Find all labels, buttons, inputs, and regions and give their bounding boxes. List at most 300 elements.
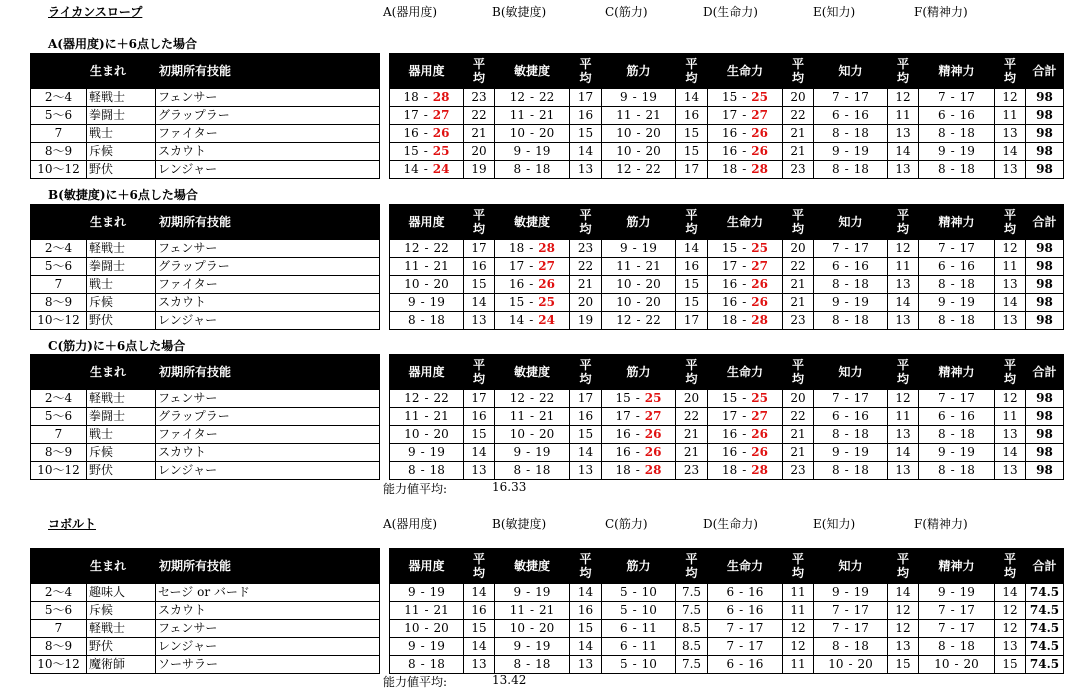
range-min: 7 (832, 621, 840, 635)
stat-average-cell: 16 (570, 107, 602, 125)
stat-average-cell: 14 (995, 444, 1026, 462)
range-min: 14 (509, 313, 525, 327)
birth-cell: 戦士 (87, 125, 156, 143)
stat-average-cell: 7.5 (676, 656, 708, 674)
range-max: 18 (853, 162, 869, 176)
total-cell: 98 (1026, 107, 1064, 125)
range-dash: - (636, 108, 641, 122)
range-dash: - (742, 90, 747, 104)
gap-cell (380, 444, 390, 462)
range-min: 10 (404, 277, 420, 291)
gap-cell (380, 656, 390, 674)
range-max: 16 (853, 409, 869, 423)
stat-range-cell (708, 143, 783, 161)
stat-range-cell (919, 408, 995, 426)
range-min: 7 (832, 241, 840, 255)
avg-header-bottom: 均 (896, 71, 909, 85)
range-max: 16 (748, 585, 764, 599)
stat-average-cell: 13 (888, 638, 919, 656)
stat-average-cell: 12 (783, 620, 814, 638)
stat-range-cell (390, 107, 464, 125)
avg-header (676, 549, 708, 584)
ability-average-label: 能力値平均: (383, 675, 448, 689)
range-dash: - (742, 277, 747, 291)
stat-average-cell: 14 (464, 638, 495, 656)
stat-average-cell: 15 (570, 620, 602, 638)
range-min: 9 (620, 90, 628, 104)
table-row (31, 602, 1064, 620)
range-min: 8 (938, 427, 946, 441)
range-dash: - (739, 621, 744, 635)
range-dash: - (844, 621, 849, 635)
race-title: ライカンスロープ (48, 5, 143, 19)
range-dash: - (529, 108, 535, 122)
stat-range-cell (390, 656, 464, 674)
stat-range-cell (919, 390, 995, 408)
avg-header-top: 平 (685, 358, 698, 372)
birth-header: 生まれ (87, 355, 156, 390)
gap-cell (380, 125, 390, 143)
roll-cell: 7 (31, 426, 87, 444)
range-dash: - (742, 313, 747, 327)
birth-cell: 軽戦士 (87, 620, 156, 638)
range-max: 17 (748, 639, 764, 653)
avg-header-top: 平 (472, 208, 485, 222)
stat-range-cell (495, 620, 570, 638)
stat-range-cell (919, 125, 995, 143)
stat-average-cell: 21 (783, 276, 814, 294)
avg-header-top: 平 (579, 57, 592, 71)
range-min: 17 (403, 108, 419, 122)
range-max: 20 (433, 427, 449, 441)
stat-range-cell (708, 312, 783, 330)
column-header-4: D(生命力) (703, 517, 758, 531)
range-max: 22 (645, 313, 661, 327)
avg-header-bottom: 均 (472, 222, 485, 236)
range-min: 8 (938, 463, 946, 477)
stat-range-cell (390, 125, 464, 143)
stat-range-cell (390, 294, 464, 312)
range-dash: - (423, 162, 428, 176)
range-max: 17 (853, 90, 869, 104)
roll-header (31, 355, 87, 390)
range-dash: - (632, 585, 637, 599)
range-dash: - (844, 445, 849, 459)
range-min: 9 (832, 445, 840, 459)
skill-cell: レンジャー (156, 161, 380, 179)
range-dash: - (635, 463, 640, 477)
range-max: 19 (429, 585, 445, 599)
range-dash: - (742, 391, 747, 405)
stat-range-cell (602, 620, 676, 638)
stat-range-cell (495, 390, 570, 408)
avg-header-top: 平 (896, 358, 909, 372)
birth-cell: 趣味人 (87, 584, 156, 602)
range-min: 18 (509, 241, 525, 255)
range-dash: - (632, 621, 637, 635)
range-max: 25 (432, 144, 450, 158)
stat-range-cell (919, 426, 995, 444)
stat-range-cell (919, 89, 995, 107)
stat-average-cell: 15 (676, 125, 708, 143)
stat-range-cell (919, 444, 995, 462)
stat-average-cell: 13 (888, 312, 919, 330)
range-dash: - (950, 126, 955, 140)
avg-header-top: 平 (579, 358, 592, 372)
ability-average-label: 能力値平均: (383, 482, 448, 496)
avg-header (464, 355, 495, 390)
range-dash: - (632, 639, 637, 653)
birth-cell: 斥候 (87, 294, 156, 312)
range-dash: - (529, 427, 535, 441)
total-cell: 74.5 (1026, 638, 1064, 656)
avg-header-top: 平 (1003, 208, 1016, 222)
range-min: 9 (513, 585, 522, 599)
avg-header-top: 平 (791, 358, 804, 372)
stat-range-cell (495, 602, 570, 620)
table-row (31, 161, 1064, 179)
stat-range-cell (602, 426, 676, 444)
stat-average-cell: 17 (464, 240, 495, 258)
gap-cell (380, 107, 390, 125)
range-min: 8 (513, 463, 522, 477)
gap-cell (380, 258, 390, 276)
stat-average-cell: 15 (464, 426, 495, 444)
skill-cell: スカウト (156, 143, 380, 161)
stat-average-cell: 13 (995, 426, 1026, 444)
stat-average-cell: 14 (888, 444, 919, 462)
range-max: 16 (959, 409, 975, 423)
total-header: 合計 (1026, 549, 1064, 584)
stats-table (30, 548, 1064, 674)
range-max: 19 (535, 445, 551, 459)
range-dash: - (529, 90, 535, 104)
range-min: 6 (938, 108, 946, 122)
stat-header-4: 生命力 (708, 54, 783, 89)
birth-cell: 野伏 (87, 312, 156, 330)
stat-average-cell: 15 (995, 656, 1026, 674)
range-min: 9 (513, 445, 522, 459)
table-row (31, 462, 1064, 480)
roll-cell: 2～4 (31, 584, 87, 602)
stat-range-cell (814, 426, 888, 444)
skill-cell: レンジャー (156, 638, 380, 656)
range-min: 11 (509, 108, 525, 122)
range-max: 26 (751, 144, 768, 158)
stat-average-cell: 14 (570, 638, 602, 656)
range-dash: - (420, 295, 425, 309)
range-dash: - (844, 259, 849, 273)
range-min: 8 (832, 162, 840, 176)
stat-average-cell: 7.5 (676, 602, 708, 620)
range-dash: - (526, 639, 531, 653)
range-dash: - (636, 162, 641, 176)
range-max: 21 (645, 108, 661, 122)
total-cell: 98 (1026, 161, 1064, 179)
total-header: 合計 (1026, 355, 1064, 390)
skill-cell: レンジャー (156, 462, 380, 480)
birth-cell: 斥候 (87, 444, 156, 462)
range-max: 28 (432, 90, 450, 104)
range-max: 18 (959, 126, 975, 140)
range-max: 18 (959, 313, 975, 327)
gap-cell (380, 143, 390, 161)
range-min: 10 (404, 427, 420, 441)
range-dash: - (742, 144, 747, 158)
roll-cell: 10～12 (31, 161, 87, 179)
range-max: 20 (539, 427, 555, 441)
stat-average-cell: 14 (570, 584, 602, 602)
stat-average-cell: 21 (783, 294, 814, 312)
table-row (31, 143, 1064, 161)
range-max: 16 (959, 259, 975, 273)
range-dash: - (636, 144, 641, 158)
range-max: 27 (644, 409, 662, 423)
range-min: 5 (620, 603, 628, 617)
avg-header-top: 平 (1003, 57, 1016, 71)
avg-header-top: 平 (685, 552, 698, 566)
range-min: 9 (620, 241, 628, 255)
range-dash: - (529, 277, 534, 291)
table-row (31, 638, 1064, 656)
total-cell: 74.5 (1026, 656, 1064, 674)
range-max: 26 (751, 277, 768, 291)
stat-average-cell: 19 (570, 312, 602, 330)
range-max: 26 (644, 445, 662, 459)
section-subtitle: C(筋力)に＋6点した場合 (48, 339, 186, 353)
skill-cell: フェンサー (156, 620, 380, 638)
stat-range-cell (708, 620, 783, 638)
range-max: 18 (853, 126, 869, 140)
range-max: 22 (433, 391, 449, 405)
range-dash: - (950, 90, 955, 104)
stat-average-cell: 14 (676, 240, 708, 258)
stat-range-cell (390, 426, 464, 444)
range-max: 16 (748, 657, 764, 671)
stat-average-cell: 14 (888, 294, 919, 312)
range-max: 17 (853, 603, 869, 617)
birth-cell: 拳闘士 (87, 258, 156, 276)
total-cell: 98 (1026, 258, 1064, 276)
range-dash: - (844, 90, 849, 104)
section-subtitle: A(器用度)に＋6点した場合 (48, 37, 198, 51)
stat-range-cell (814, 107, 888, 125)
range-min: 15 (722, 391, 738, 405)
range-min: 9 (408, 445, 416, 459)
gap-cell (380, 549, 390, 584)
range-max: 11 (641, 621, 657, 635)
range-max: 21 (539, 409, 555, 423)
table-row (31, 240, 1064, 258)
range-dash: - (526, 657, 531, 671)
stat-average-cell: 13 (888, 161, 919, 179)
stat-range-cell (390, 276, 464, 294)
avg-header-bottom: 均 (896, 222, 909, 236)
stat-range-cell (495, 462, 570, 480)
avg-header-top: 平 (472, 57, 485, 71)
range-max: 17 (748, 621, 764, 635)
range-min: 8 (832, 126, 840, 140)
stat-range-cell (814, 620, 888, 638)
birth-cell: 斥候 (87, 143, 156, 161)
range-dash: - (529, 259, 534, 273)
avg-header-bottom: 均 (579, 71, 592, 85)
stat-header-6: 精神力 (919, 54, 995, 89)
stat-average-cell: 7.5 (676, 584, 708, 602)
stat-average-cell: 20 (676, 390, 708, 408)
range-max: 27 (751, 108, 768, 122)
total-cell: 74.5 (1026, 602, 1064, 620)
avg-header (570, 549, 602, 584)
stat-average-cell: 12 (995, 620, 1026, 638)
range-max: 27 (432, 108, 450, 122)
stat-range-cell (814, 656, 888, 674)
total-cell: 74.5 (1026, 584, 1064, 602)
stat-range-cell (708, 462, 783, 480)
avg-header-bottom: 均 (791, 372, 804, 386)
stat-range-cell (814, 161, 888, 179)
total-cell: 98 (1026, 143, 1064, 161)
range-min: 6 (938, 409, 946, 423)
roll-cell: 2～4 (31, 390, 87, 408)
stat-range-cell (919, 161, 995, 179)
range-max: 20 (433, 621, 449, 635)
range-max: 26 (751, 427, 768, 441)
table-row (31, 89, 1064, 107)
range-max: 18 (535, 162, 551, 176)
total-cell: 74.5 (1026, 620, 1064, 638)
skill-cell: ファイター (156, 426, 380, 444)
stat-average-cell: 11 (888, 258, 919, 276)
range-min: 8 (513, 162, 522, 176)
stat-header-3: 筋力 (602, 205, 676, 240)
stat-average-cell: 13 (888, 426, 919, 444)
stat-range-cell (495, 258, 570, 276)
roll-cell: 8～9 (31, 294, 87, 312)
range-max: 28 (644, 463, 662, 477)
range-max: 16 (748, 603, 764, 617)
range-dash: - (636, 259, 641, 273)
range-dash: - (844, 108, 849, 122)
range-max: 16 (853, 259, 869, 273)
range-dash: - (529, 621, 535, 635)
range-max: 17 (853, 391, 869, 405)
range-min: 17 (722, 409, 738, 423)
gap-cell (380, 161, 390, 179)
stat-range-cell (602, 294, 676, 312)
stat-header-4: 生命力 (708, 355, 783, 390)
range-min: 16 (722, 277, 738, 291)
range-max: 27 (751, 259, 768, 273)
range-min: 9 (832, 144, 840, 158)
avg-header-top: 平 (579, 208, 592, 222)
range-min: 8 (938, 277, 946, 291)
stat-average-cell: 21 (570, 276, 602, 294)
range-dash: - (950, 162, 955, 176)
stat-range-cell (814, 408, 888, 426)
avg-header-top: 平 (896, 208, 909, 222)
stat-range-cell (390, 312, 464, 330)
range-max: 17 (959, 90, 975, 104)
range-dash: - (424, 241, 429, 255)
range-dash: - (739, 657, 744, 671)
avg-header-bottom: 均 (1003, 566, 1016, 580)
stat-header-2: 敏捷度 (495, 355, 570, 390)
range-max: 27 (751, 409, 768, 423)
range-dash: - (950, 585, 955, 599)
stat-average-cell: 21 (783, 426, 814, 444)
total-cell: 98 (1026, 390, 1064, 408)
stat-average-cell: 12 (888, 89, 919, 107)
birth-cell: 野伏 (87, 462, 156, 480)
range-max: 26 (432, 126, 450, 140)
range-dash: - (424, 391, 429, 405)
range-dash: - (950, 621, 955, 635)
stat-average-cell: 14 (995, 294, 1026, 312)
range-min: 18 (722, 313, 738, 327)
table-row (31, 390, 1064, 408)
stat-range-cell (602, 161, 676, 179)
stat-range-cell (814, 462, 888, 480)
skill-cell: スカウト (156, 602, 380, 620)
gap-cell (380, 240, 390, 258)
range-min: 8 (832, 313, 840, 327)
table-row (31, 620, 1064, 638)
gap-cell (380, 312, 390, 330)
range-dash: - (424, 603, 429, 617)
range-max: 21 (433, 259, 449, 273)
table-row (31, 408, 1064, 426)
avg-header (995, 54, 1026, 89)
column-header-4: D(生命力) (703, 5, 758, 19)
range-max: 18 (429, 657, 445, 671)
section-subtitle: B(敏捷度)に＋6点した場合 (48, 188, 198, 202)
range-min: 11 (404, 409, 420, 423)
range-dash: - (526, 585, 531, 599)
avg-header-bottom: 均 (896, 566, 909, 580)
range-max: 19 (959, 144, 975, 158)
stat-range-cell (495, 89, 570, 107)
range-dash: - (635, 409, 640, 423)
stat-range-cell (390, 240, 464, 258)
range-max: 18 (959, 639, 975, 653)
range-dash: - (424, 409, 429, 423)
range-min: 9 (408, 295, 416, 309)
range-min: 15 (615, 391, 631, 405)
range-min: 11 (616, 108, 632, 122)
range-max: 25 (538, 295, 555, 309)
roll-cell: 2～4 (31, 89, 87, 107)
stat-average-cell: 14 (464, 584, 495, 602)
stat-average-cell: 15 (888, 656, 919, 674)
stat-average-cell: 14 (464, 294, 495, 312)
range-max: 21 (433, 409, 449, 423)
stat-range-cell (708, 390, 783, 408)
ability-average-value: 16.33 (492, 480, 527, 494)
gap-cell (380, 89, 390, 107)
stat-header-6: 精神力 (919, 355, 995, 390)
stat-average-cell: 13 (570, 462, 602, 480)
stat-header-3: 筋力 (602, 549, 676, 584)
range-max: 17 (853, 241, 869, 255)
stat-range-cell (814, 312, 888, 330)
range-min: 16 (615, 445, 631, 459)
avg-header-bottom: 均 (472, 372, 485, 386)
stat-range-cell (390, 620, 464, 638)
stat-range-cell (495, 276, 570, 294)
range-dash: - (526, 144, 531, 158)
range-min: 11 (404, 259, 420, 273)
